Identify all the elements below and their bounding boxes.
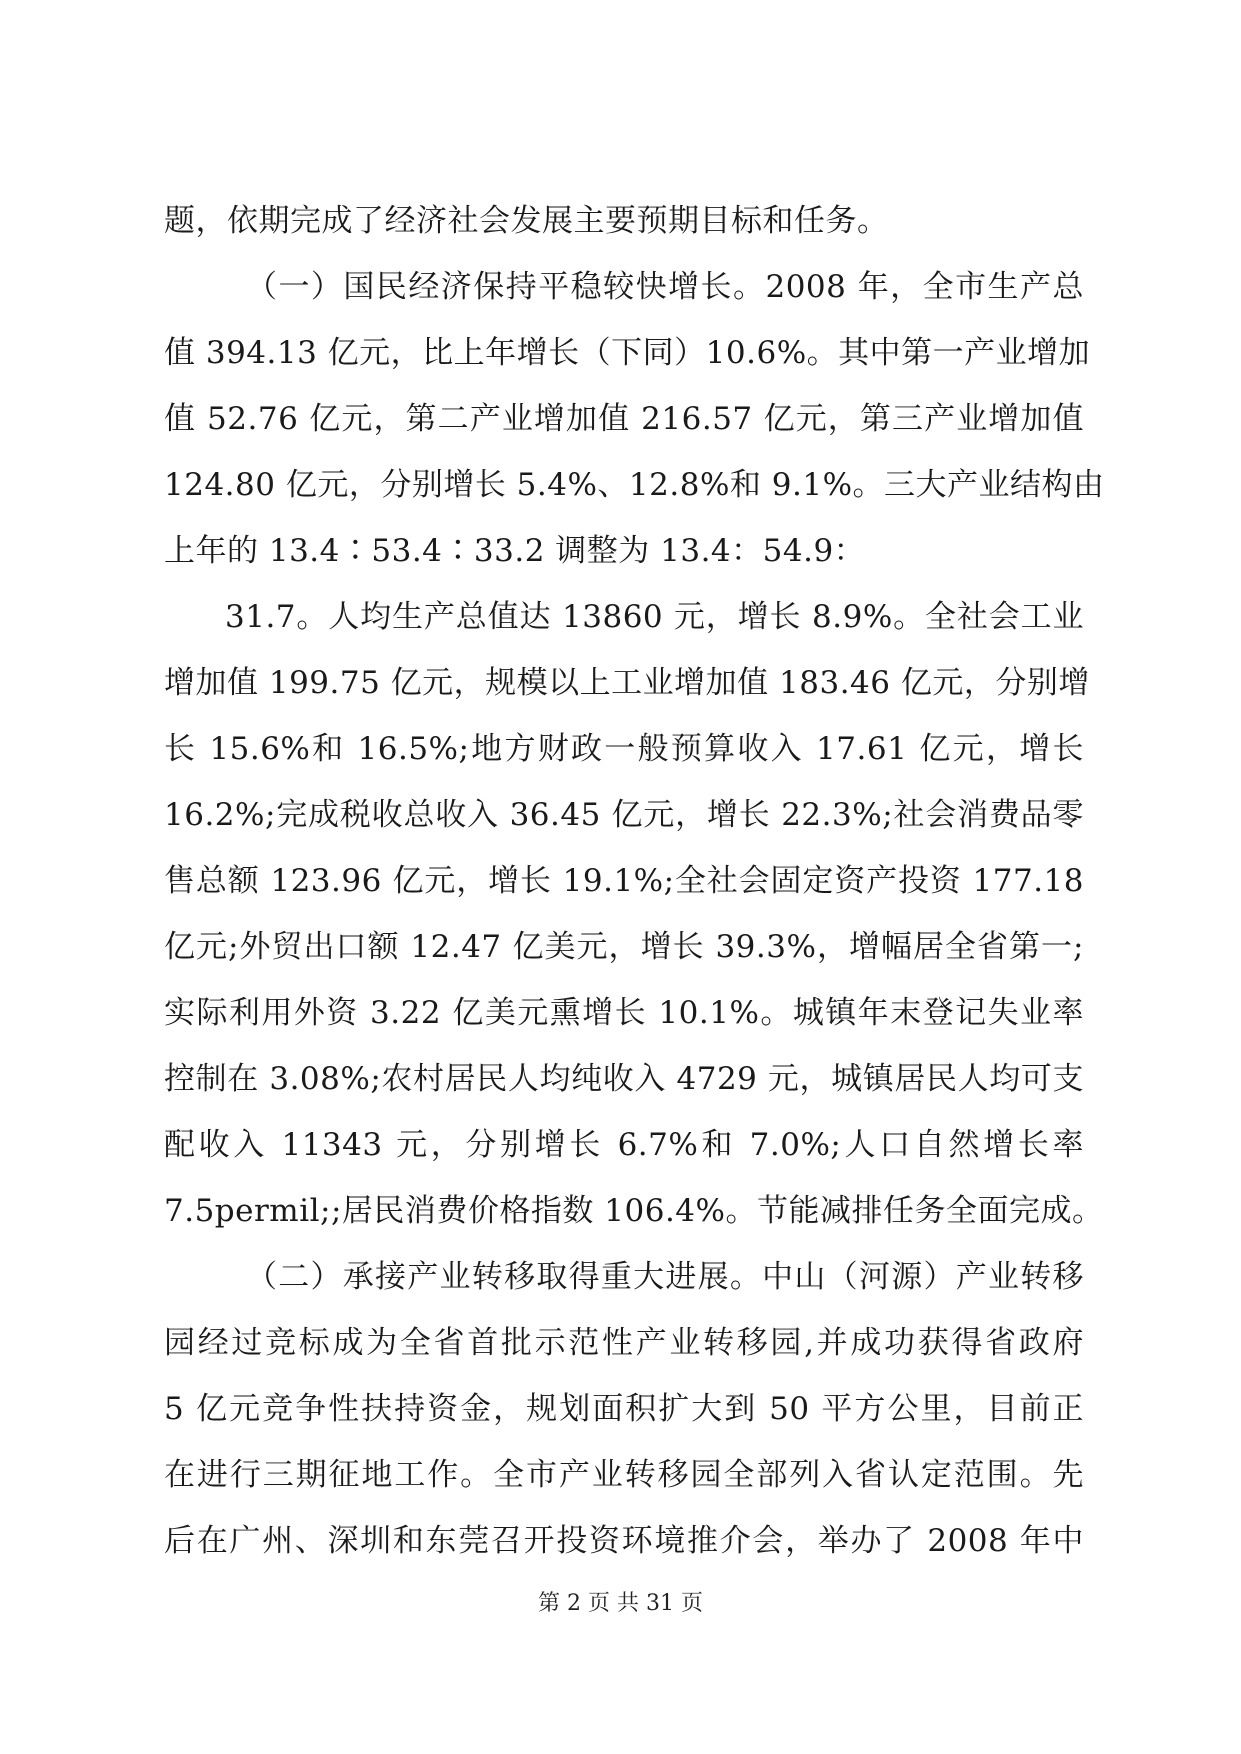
text-line: 值 394.13 亿元，比上年增长（下同）10.6%。其中第一产业增加: [164, 335, 1091, 371]
text-line: 后在广州、深圳和东莞召开投资环境推介会，举办了 2008 年中: [164, 1523, 1084, 1559]
text-line: 实际利用外资 3.22 亿美元熏增长 10.1%。城镇年末登记失业率: [164, 995, 1084, 1031]
text-line: 7.5permil;;居民消费价格指数 106.4%。节能减排任务全面完成。: [164, 1193, 1104, 1229]
text-line: 124.80 亿元，分别增长 5.4%、12.8%和 9.1%。三大产业结构由: [164, 467, 1105, 503]
paragraph-heading-line: （一）国民经济保持平稳较快增长。2008 年，全市生产总: [246, 269, 1084, 305]
text-line: 5 亿元竞争性扶持资金，规划面积扩大到 50 平方公里，目前正: [164, 1391, 1084, 1427]
text-line: 长 15.6%和 16.5%;地方财政一般预算收入 17.61 亿元，增长: [164, 731, 1084, 767]
text-line: 16.2%;完成税收总收入 36.45 亿元，增长 22.3%;社会消费品零: [164, 797, 1084, 833]
text-line: 配收入 11343 元，分别增长 6.7%和 7.0%;人口自然增长率: [164, 1127, 1084, 1163]
text-line: 值 52.76 亿元，第二产业增加值 216.57 亿元，第三产业增加值: [164, 401, 1084, 437]
text-line: 题，依期完成了经济社会发展主要预期目标和任务。: [164, 203, 889, 239]
text-line: 亿元;外贸出口额 12.47 亿美元，增长 39.3%，增幅居全省第一;: [164, 929, 1084, 965]
text-line: 控制在 3.08%;农村居民人均纯收入 4729 元，城镇居民人均可支: [164, 1061, 1084, 1097]
page-footer: 第 2 页 共 31 页: [538, 1591, 703, 1616]
text-line: 售总额 123.96 亿元，增长 19.1%;全社会固定资产投资 177.18: [164, 863, 1084, 899]
text-line: 增加值 199.75 亿元，规模以上工业增加值 183.46 亿元，分别增: [164, 665, 1090, 701]
paragraph-heading-line: （二）承接产业转移取得重大进展。中山（河源）产业转移: [246, 1259, 1084, 1295]
text-line: 31.7。人均生产总值达 13860 元，增长 8.9%。全社会工业: [225, 599, 1084, 635]
text-line: 园经过竞标成为全省首批示范性产业转移园,并成功获得省政府: [164, 1325, 1084, 1361]
text-line: 上年的 13.4∶53.4∶33.2 调整为 13.4：54.9：: [164, 533, 866, 569]
text-line: 在进行三期征地工作。全市产业转移园全部列入省认定范围。先: [164, 1457, 1084, 1493]
